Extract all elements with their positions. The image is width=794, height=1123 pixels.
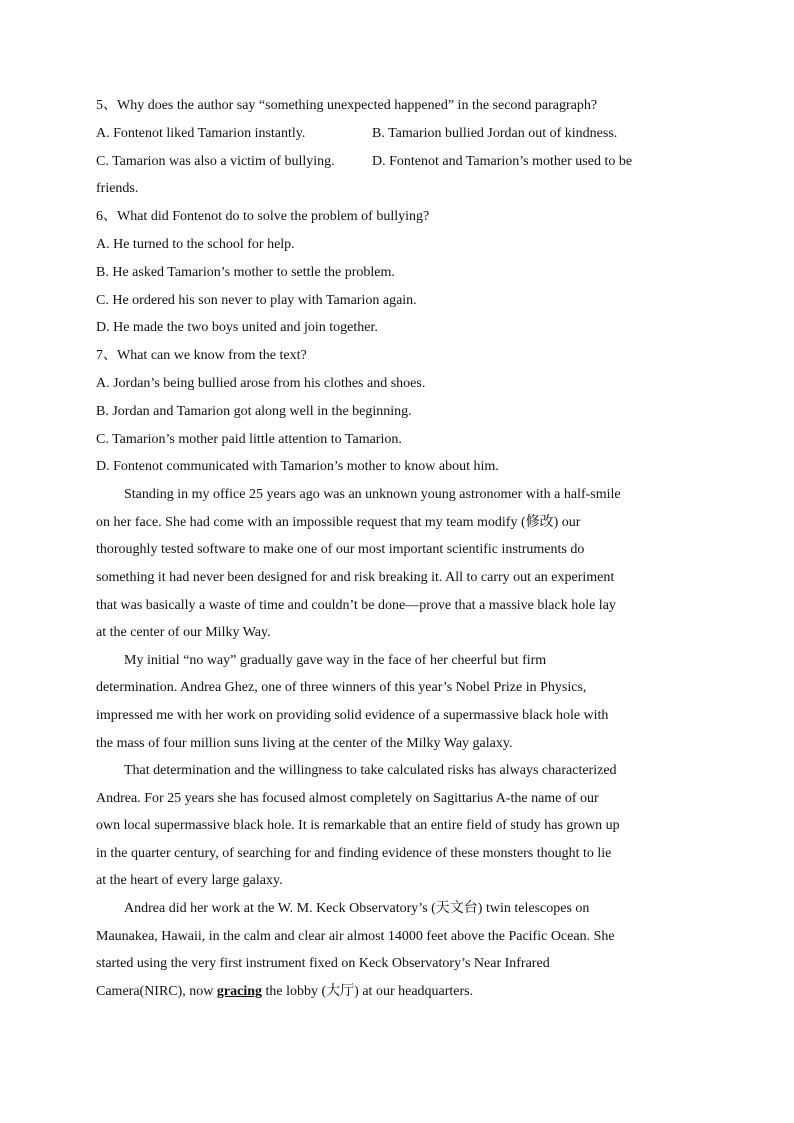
paragraph-line: at the heart of every large galaxy. — [96, 873, 283, 889]
paragraph-line: on her face. She had come with an impossible request that my team modify (修改) our — [96, 514, 581, 530]
paragraph-line: impressed me with her work on providing solid evidence of a supermassive black hole with — [96, 707, 609, 723]
question-5-option-b: B. Tamarion bullied Jordan out of kindness. — [372, 125, 618, 141]
paragraph-line: thoroughly tested software to make one of our most important scientific instruments do — [96, 542, 585, 558]
paragraph-line: My initial “no way” gradually gave way in the face of her cheerful but firm — [124, 652, 547, 668]
question-7-option-b: B. Jordan and Tamarion got along well in the beginning. — [96, 403, 412, 419]
paragraph-line: in the quarter century, of searching for and finding evidence of these monsters thought to lie — [96, 845, 612, 861]
passage-paragraph-3 — [96, 757, 696, 895]
question-7-option-d: D. Fontenot communicated with Tamarion’s mother to know about him. — [96, 459, 499, 475]
text-before-highlight: Camera(NIRC), now — [96, 983, 217, 999]
paragraph-line: something it had never been designed for and risk breaking it. All to carry out an experiment — [96, 569, 615, 585]
question-5-stem: 5、Why does the author say “something unexpected happened” in the second paragraph? — [96, 98, 598, 113]
paragraph-line: That determination and the willingness to take calculated risks has always characterized — [124, 763, 617, 779]
document-body — [96, 92, 696, 1005]
question-6-stem: 6、What did Fontenot do to solve the problem of bullying? — [96, 209, 430, 225]
paragraph-line: at the center of our Milky Way. — [96, 625, 271, 641]
passage-paragraph-4 — [96, 895, 696, 1005]
highlighted-word: gracing — [216, 983, 263, 999]
paragraph-line-last — [96, 978, 696, 1006]
paragraph-line: determination. Andrea Ghez, one of three winners of this year’s Nobel Prize in Physics, — [96, 680, 587, 696]
paragraph-line: Standing in my office 25 years ago was an unknown young astronomer with a half-smile — [124, 487, 621, 503]
question-6-option-b: B. He asked Tamarion’s mother to settle the problem. — [96, 264, 395, 280]
question-6-option-d: D. He made the two boys united and join together. — [96, 320, 378, 336]
question-5-option-d: D. Fontenot and Tamarion’s mother used to be — [372, 153, 633, 169]
paragraph-line: Maunakea, Hawaii, in the calm and clear air almost 14000 feet above the Pacific Ocean. She — [96, 928, 615, 944]
question-5-option-c: C. Tamarion was also a victim of bullying. — [96, 153, 335, 169]
question-7-option-a: A. Jordan’s being bullied arose from his clothes and shoes. — [96, 375, 426, 391]
question-7-stem: 7、What can we know from the text? — [96, 348, 307, 364]
text-after-highlight: the lobby (大厅) at our headquarters. — [262, 983, 474, 999]
paragraph-line: own local supermassive black hole. It is remarkable that an entire field of study has grown up — [96, 818, 620, 834]
question-7-option-c: C. Tamarion’s mother paid little attention to Tamarion. — [96, 431, 402, 447]
paragraph-line: Andrea. For 25 years she has focused almost completely on Sagittarius A-the name of our — [96, 790, 599, 806]
question-5-options-row-2 — [96, 148, 696, 176]
question-5-option-a: A. Fontenot liked Tamarion instantly. — [96, 125, 306, 141]
paragraph-line: that was basically a waste of time and couldn’t be done—prove that a massive black hole lay — [96, 597, 616, 613]
question-5-option-d-wrap: friends. — [96, 181, 139, 197]
paragraph-line: started using the very first instrument fixed on Keck Observatory’s Near Infrared — [96, 956, 550, 972]
paragraph-line: Andrea did her work at the W. M. Keck Observatory’s (天文台) twin telescopes on — [124, 901, 590, 917]
question-6-option-a: A. He turned to the school for help. — [96, 236, 295, 252]
question-5-options-row-1 — [96, 120, 696, 148]
paragraph-line: the mass of four million suns living at the center of the Milky Way galaxy. — [96, 735, 513, 751]
question-6-option-c: C. He ordered his son never to play with Tamarion again. — [96, 292, 417, 308]
passage-paragraph-2 — [96, 647, 696, 757]
passage-paragraph-1 — [96, 481, 696, 647]
